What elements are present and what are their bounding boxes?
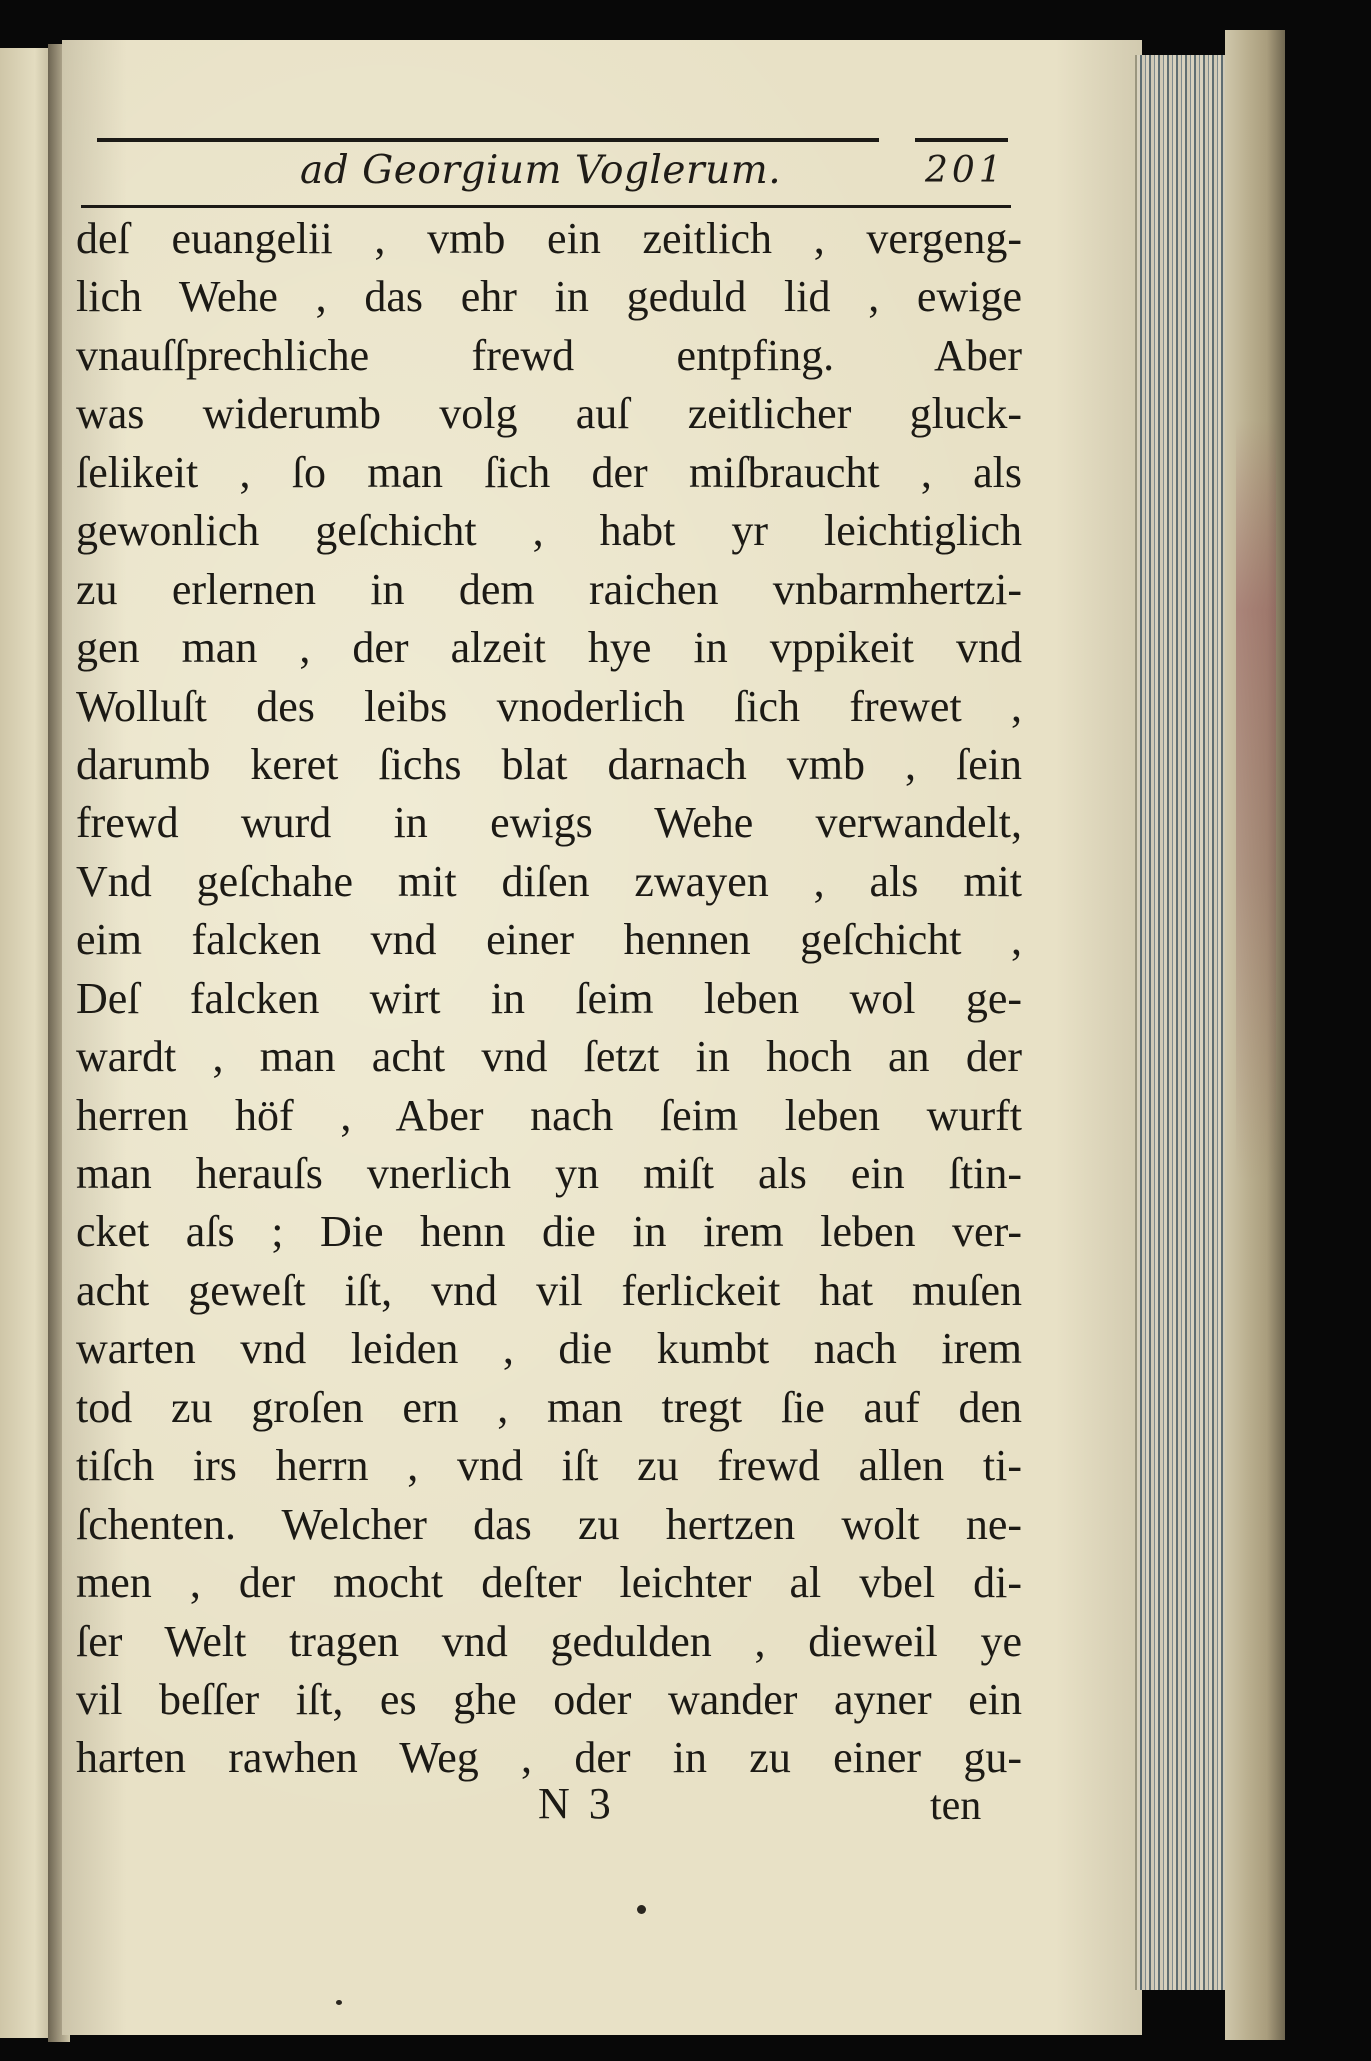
text-line: lich Wehe , das ehr in geduld lid , ewige [76, 272, 1022, 322]
text-line: men , der mocht deſter leichter al vbel di- [76, 1558, 1022, 1608]
text-line: Wolluſt des leibs vnoderlich ſich frewet , [76, 681, 1022, 731]
page-number: 201 [925, 150, 1006, 191]
header-rule-bottom [81, 205, 1011, 208]
text-line: frewd wurd in ewigs Wehe verwandelt, [76, 798, 1022, 848]
text-line: tod zu groſen ern , man tregt ſie auf den [76, 1382, 1022, 1432]
body-text [76, 210, 1022, 1788]
signature-mark: N 3 [538, 1779, 615, 1828]
text-line: was widerumb volg auſ zeitlicher gluck- [76, 389, 1022, 439]
text-line: gen man , der alzeit hye in vppikeit vnd [76, 623, 1022, 673]
header-rule-top-left [97, 138, 879, 142]
text-line: cket aſs ; Die henn die in irem leben ver- [76, 1207, 1022, 1257]
catchword: ten [930, 1783, 982, 1829]
text-line: Deſ falcken wirt in ſeim leben wol ge- [76, 973, 1022, 1023]
text-line: man herauſs vnerlich yn miſt als ein ſtin- [76, 1149, 1022, 1198]
text-line: eim falcken vnd einer hennen geſchicht , [76, 915, 1022, 965]
ink-speck [637, 1905, 646, 1914]
text-line: herren höf , Aber nach ſeim leben wurft [76, 1090, 1022, 1140]
text-line: Vnd geſchahe mit diſen zwayen , als mit [76, 856, 1022, 906]
text-line: ſer Welt tragen vnd gedulden , dieweil ye [76, 1616, 1022, 1666]
text-line: darumb keret ſichs blat darnach vmb , ſein [76, 739, 1022, 789]
text-line: harten rawhen Weg , der in zu einer gu- [76, 1733, 1022, 1783]
text-line: warten vnd leiden , die kumbt nach irem [76, 1324, 1022, 1374]
text-line: vnauſſprechliche frewd entpfing. Aber [76, 330, 1022, 380]
text-line: tiſch irs herrn , vnd iſt zu frewd allen ti- [76, 1441, 1022, 1491]
text-line: deſ euangelii , vmb ein zeitlich , vergeng- [76, 214, 1022, 263]
cover-stain [1236, 420, 1276, 1180]
page-stack-edge [1135, 55, 1229, 1990]
text-line: vil beſſer iſt, es ghe oder wander ayner ein [76, 1674, 1022, 1724]
text-line: zu erlernen in dem raichen vnbarmhertzi- [76, 564, 1022, 614]
running-head: ad Georgium Voglerum. [300, 148, 782, 193]
text-line: wardt , man acht vnd ſetzt in hoch an der [76, 1032, 1022, 1082]
ink-speck [336, 2000, 342, 2005]
text-line: gewonlich geſchicht , habt yr leichtiglich [76, 506, 1022, 556]
text-line: ſchenten. Welcher das zu hertzen wolt ne- [76, 1499, 1022, 1549]
header-rule-top-right [915, 138, 1008, 142]
text-line: acht geweſt iſt, vnd vil ferlickeit hat muſen [76, 1265, 1022, 1315]
text-line: ſelikeit , ſo man ſich der miſbraucht , als [76, 447, 1022, 497]
